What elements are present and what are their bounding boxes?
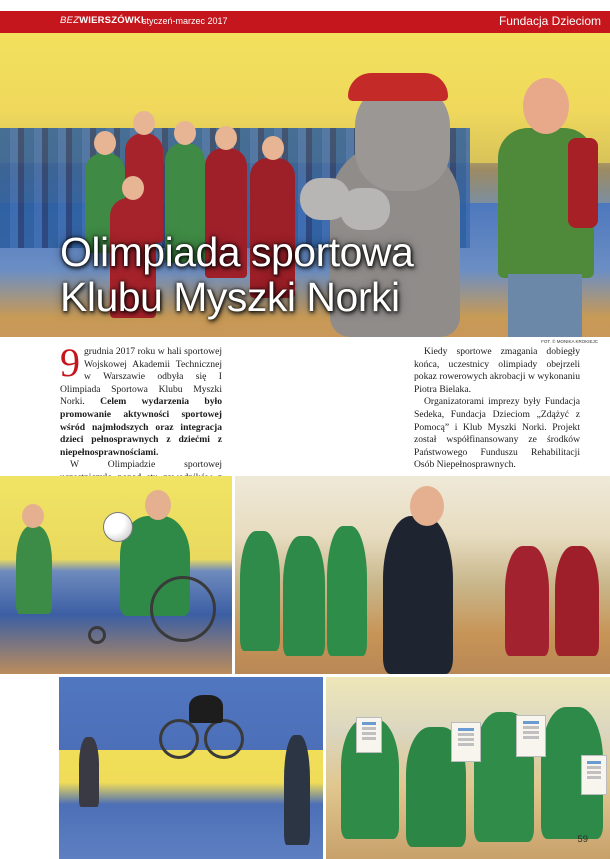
- diploma: [581, 755, 607, 795]
- photo-credit: FOT. © MONIKA KROKIEJC: [541, 339, 598, 344]
- photo-bike-stunt: [59, 677, 323, 859]
- diploma: [516, 715, 546, 757]
- photo-speaker: [235, 476, 610, 674]
- photo-spectator: [79, 737, 99, 807]
- article-title: [60, 230, 413, 320]
- hero-adult: [490, 78, 600, 337]
- ball-icon: [103, 512, 133, 542]
- photo-wheelchair-player: [0, 476, 232, 674]
- article-text: W Olimpiadzie sportowej: [70, 459, 222, 471]
- article-title-line-1: Olimpiada sportowa: [60, 229, 414, 275]
- hero-photo: [0, 33, 610, 337]
- photo-child: [283, 536, 325, 656]
- magazine-title: WIERSZÓWKI: [79, 15, 144, 26]
- bike-wheel: [204, 719, 244, 759]
- page-number: 59: [577, 834, 588, 845]
- photo-face: [145, 490, 171, 520]
- magazine-name: [60, 15, 144, 26]
- photo-spectator: [284, 735, 310, 845]
- article-paragraph: Organizatorami imprezy były Fundacja Sedeka, Fundacja Dzieciom „Zdążyć z Pomocą” i Klub Myszki Norki. Projekt został współfinansowany ze środków Państwowego Funduszu Rehabilitacji Osób Niepełnosprawnych.: [414, 396, 580, 471]
- article-text: grudnia 2017 roku w hali sportowej Wojskowej Akademii Technicznej w Warszawie odbyła się I Olimpiada Sportowa Klubu Myszki Norki.: [60, 346, 222, 408]
- drop-cap: 9: [60, 340, 80, 385]
- article-title-line-2: Klubu Myszki Norki: [60, 274, 400, 320]
- section-name: Fundacja Dzieciom: [498, 14, 601, 28]
- article-paragraph: [60, 340, 222, 459]
- photo-child: [505, 546, 549, 656]
- photo-face: [22, 504, 44, 528]
- article-lead-bold: Celem wydarzenia było promowanie aktywności sportowej wśród najmłodszych oraz integracja dzieci pełnosprawnych z dziećmi z niepełnosprawnościami.: [60, 396, 222, 458]
- article-column-3: [414, 346, 580, 472]
- photo-speaker-man: [383, 516, 453, 674]
- magazine-prefix: BEZ: [60, 15, 80, 26]
- photo-child: [240, 531, 280, 651]
- header-bar: [0, 11, 610, 33]
- article-paragraph: Kiedy sportowe zmagania dobiegły końca, uczestnicy olimpiady obejrzeli pokaz rowerowych akrobacji w wykonaniu Piotra Bielaka.: [414, 346, 580, 395]
- diploma: [356, 717, 382, 753]
- photo-child: [16, 526, 52, 614]
- photo-face: [410, 486, 444, 526]
- bike-wheel: [159, 719, 199, 759]
- photo-diplomas: [326, 677, 610, 859]
- photo-child: [555, 546, 599, 656]
- photo-child: [327, 526, 367, 656]
- photo-rider: [189, 695, 223, 723]
- issue-date: styczeń-marzec 2017: [142, 16, 228, 26]
- wheelchair-wheel: [88, 626, 106, 644]
- wheelchair-wheel: [150, 576, 216, 642]
- diploma: [451, 722, 481, 762]
